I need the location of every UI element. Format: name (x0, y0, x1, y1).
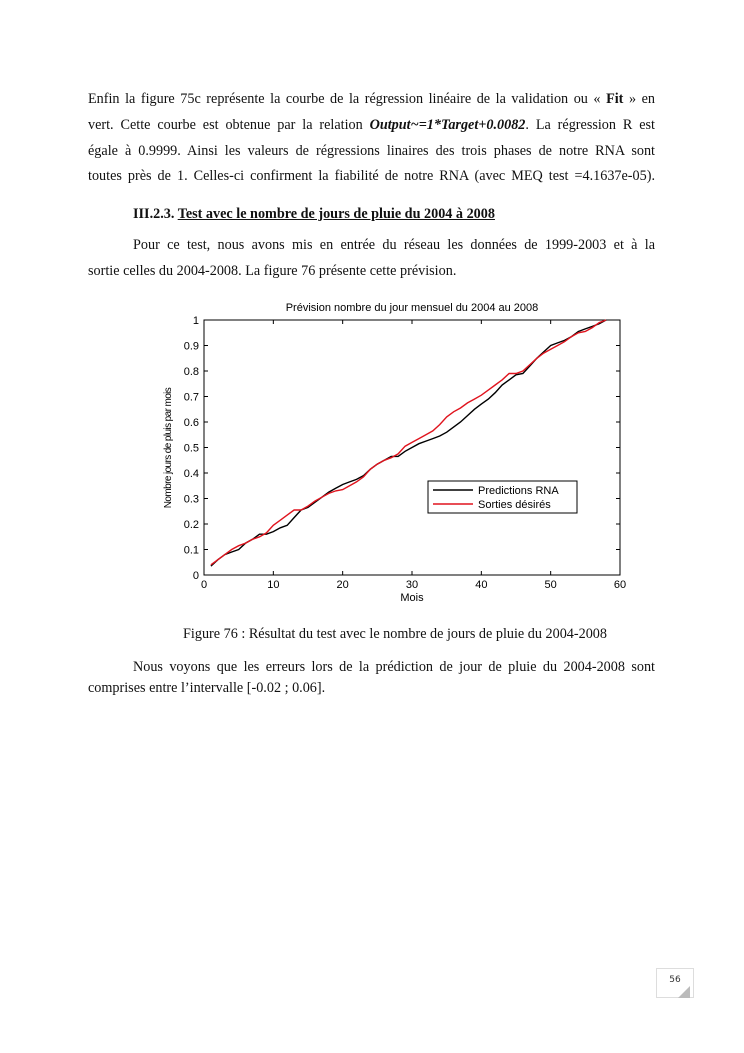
x-axis-label: Mois (400, 592, 424, 604)
y-axis-label: Nombre jours de pluis par mois (163, 387, 174, 509)
y-tick-label: 0.2 (183, 519, 199, 531)
text: » en (623, 91, 655, 107)
x-tick-label: 10 (267, 579, 280, 591)
text: . La régression R est (525, 117, 655, 133)
x-tick-label: 0 (200, 579, 208, 591)
x-tick-label: 20 (336, 579, 349, 591)
fit-bold-text: Fit (606, 91, 624, 107)
y-tick-label: 0 (192, 570, 199, 582)
paragraph-2-line-2: sortie celles du 2004-2008. La figure 76 présente cette prévision. (88, 263, 457, 279)
y-tick-label: 0.9 (183, 340, 199, 353)
chart-title: Prévision nombre du jour mensuel du 2004 au 2008 (285, 302, 539, 314)
page-curl-decoration (678, 986, 690, 998)
legend-label: Sorties désirés (478, 499, 551, 511)
y-tick-label: 0.1 (183, 544, 199, 557)
text: vert. Cette courbe est obtenue par la relation (88, 117, 370, 133)
page-number: 56 (656, 968, 694, 998)
y-tick-label: 0.3 (183, 493, 199, 506)
x-tick-label: 60 (613, 579, 627, 591)
x-tick-label: 50 (544, 579, 557, 591)
y-tick-label: 0.4 (183, 468, 199, 480)
y-tick-label: 0.7 (183, 391, 199, 404)
figure-caption: Figure 76 : Résultat du test avec le nombre de jours de pluie du 2004-2008 (183, 626, 607, 642)
paragraph-1-line-4: toutes près de 1. Celles-ci confirment la fiabilité de notre RNA (avec MEQ test =4.1637e-05). (88, 168, 655, 184)
y-tick-label: 1 (192, 315, 199, 327)
paragraph-3-line-2: comprises entre l’intervalle [-0.02 ; 0.06]. (88, 680, 326, 696)
y-tick-label: 0.8 (183, 366, 199, 378)
formula-text: Output~=1*Target+0.0082 (369, 117, 526, 133)
y-tick-label: 0.5 (183, 442, 199, 455)
section-number: III.2.3. (133, 206, 178, 222)
text: Enfin la figure 75c représente la courbe de la régression linéaire de la validation ou « (88, 91, 607, 107)
y-tick-label: 0.6 (183, 417, 199, 429)
paragraph-1-line-3: égale à 0.9999. Ainsi les valeurs de régressions linaires des trois phases de notre RNA sont (88, 143, 655, 159)
legend-label: Predictions RNA (478, 485, 559, 497)
x-tick-label: 30 (405, 579, 419, 591)
paragraph-2-line-1: Pour ce test, nous avons mis en entrée du réseau les données de 1999-2003 et à la (133, 237, 655, 253)
section-title: Test avec le nombre de jours de pluie du 2004 à 2008 (177, 206, 495, 222)
x-tick-label: 40 (475, 579, 488, 591)
paragraph-3-line-1: Nous voyons que les erreurs lors de la prédiction de jour de pluie du 2004-2008 sont (133, 659, 655, 675)
